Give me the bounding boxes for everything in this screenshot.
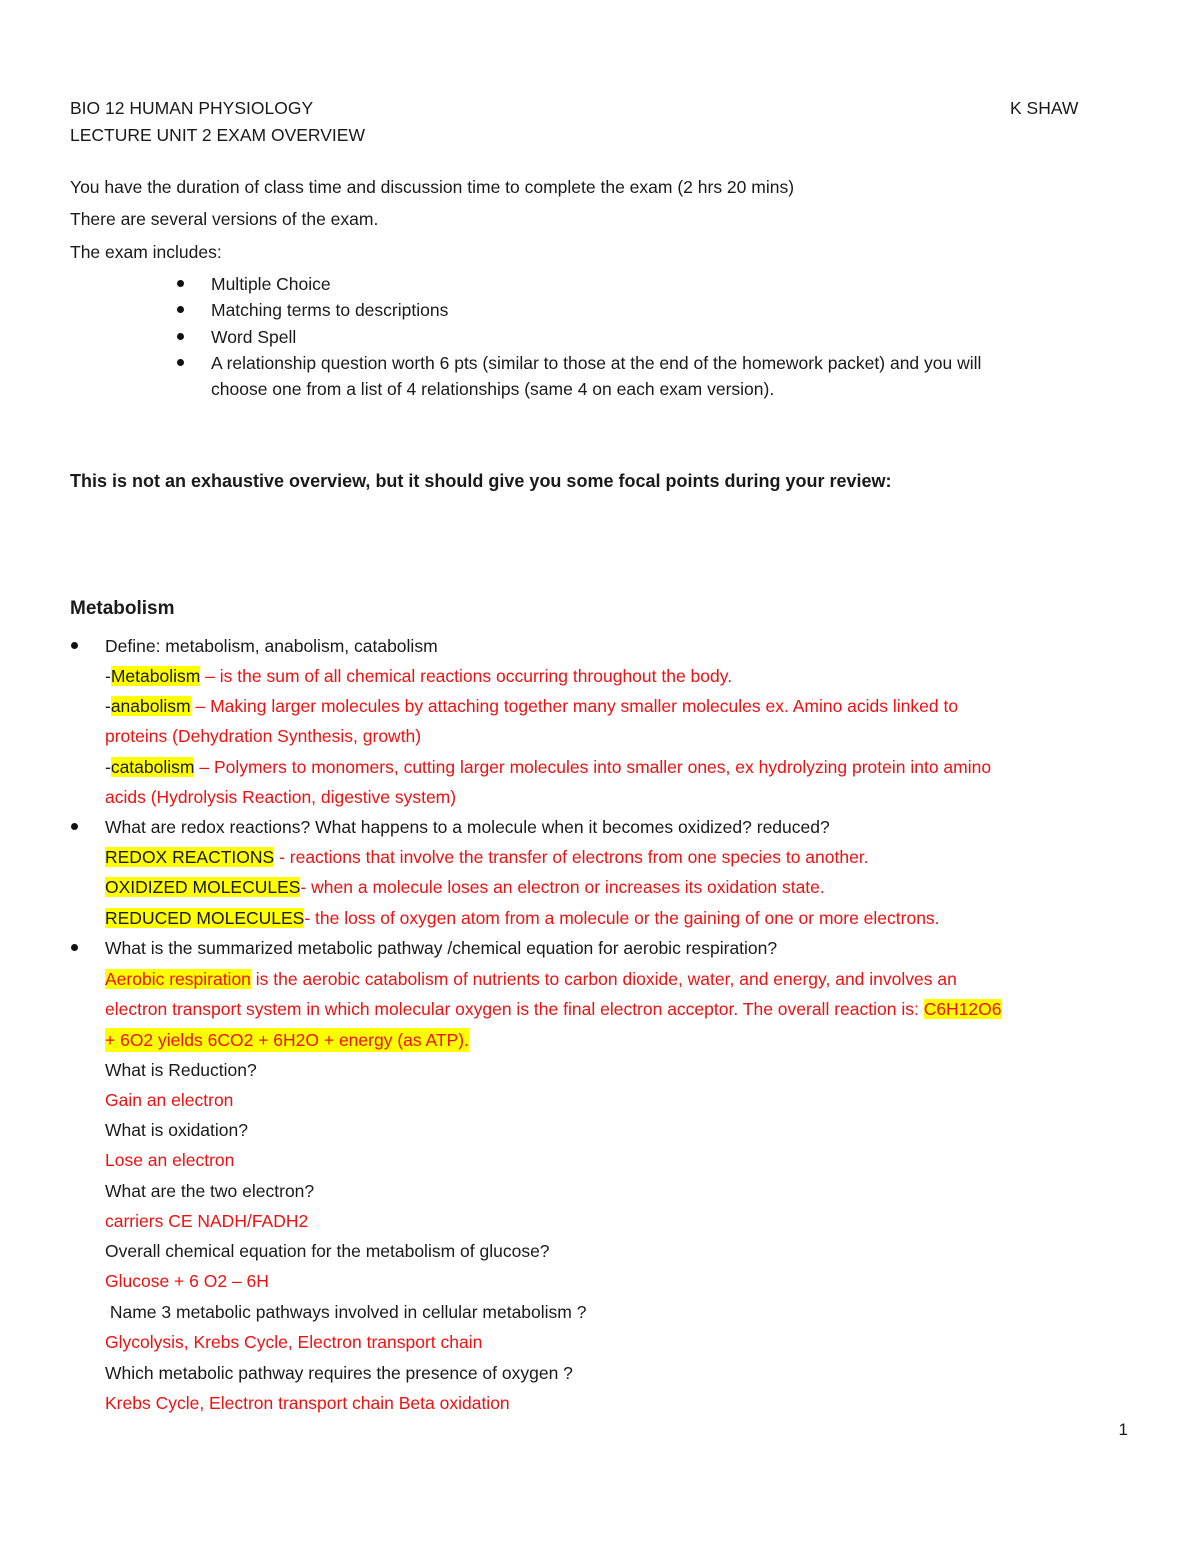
definition-text: - reactions that involve the transfer of electrons from one species to another.: [274, 847, 869, 867]
question-redox: What are redox reactions? What happens to a molecule when it becomes oxidized? reduced?: [105, 817, 830, 837]
definition-continuation: proteins (Dehydration Synthesis, growth): [105, 726, 422, 746]
definition-text: - when a molecule loses an electron or increases its oxidation state.: [300, 877, 825, 897]
term-catabolism: catabolism: [110, 757, 195, 777]
bullet-icon: [177, 333, 184, 340]
question: Overall chemical equation for the metabolism of glucose?: [105, 1241, 550, 1261]
answer: carriers CE NADH/FADH2: [105, 1211, 309, 1231]
bullet-icon: [177, 280, 184, 287]
answer: Gain an electron: [105, 1090, 234, 1110]
bullet-icon: [71, 642, 78, 649]
bullet-icon: [177, 306, 184, 313]
definition-text: - the loss of oxygen atom from a molecule or the gaining of one or more electrons.: [304, 908, 940, 928]
list-item: A relationship question worth 6 pts (similar to those at the end of the homework packet) and you will: [211, 353, 982, 373]
answer: Krebs Cycle, Electron transport chain Beta oxidation: [105, 1393, 510, 1413]
focus-note: This is not an exhaustive overview, but it should give you some focal points during your review:: [70, 471, 892, 491]
intro-versions: There are several versions of the exam.: [70, 209, 379, 229]
definition-anabolism: [105, 694, 958, 718]
question-aerobic: What is the summarized metabolic pathway /chemical equation for aerobic respiration?: [105, 938, 778, 958]
question: Which metabolic pathway requires the presence of oxygen ?: [105, 1363, 573, 1383]
author-name: K SHAW: [1010, 98, 1079, 118]
definition-reduced: [105, 906, 940, 930]
definition-aerobic-line2: [105, 997, 1002, 1021]
term-reduced: REDUCED MOLECULES: [105, 908, 305, 928]
term-oxidized: OXIDIZED MOLECULES: [105, 877, 301, 897]
definition-text: is the aerobic catabolism of nutrients to carbon dioxide, water, and energy, and involves an: [250, 969, 957, 989]
definition-text: electron transport system in which molecular oxygen is the final electron acceptor. The overall reaction is:: [105, 999, 924, 1019]
intro-duration: You have the duration of class time and discussion time to complete the exam (2 hrs 20 mins): [70, 177, 795, 197]
definition-text: – Polymers to monomers, cutting larger molecules into smaller ones, ex hydrolyzing protein into amino: [194, 757, 992, 777]
definition-aerobic: [105, 967, 957, 991]
answer: Glucose + 6 O2 – 6H: [105, 1271, 269, 1291]
definition-redox: [105, 845, 869, 869]
term-anabolism: anabolism: [110, 696, 191, 716]
definition-catabolism: [105, 755, 991, 779]
term-metabolism: Metabolism: [110, 666, 201, 686]
question-define: Define: metabolism, anabolism, catabolism: [105, 636, 438, 656]
definition-text: – is the sum of all chemical reactions occurring throughout the body.: [200, 666, 733, 686]
equation-highlight: C6H12O6: [923, 999, 1002, 1019]
list-item-continuation: choose one from a list of 4 relationships (same 4 on each exam version).: [211, 379, 775, 399]
dash: -: [105, 666, 111, 686]
bullet-icon: [177, 359, 184, 366]
section-heading-metabolism: Metabolism: [70, 598, 175, 619]
answer: Glycolysis, Krebs Cycle, Electron transport chain: [105, 1332, 483, 1352]
dash: -: [105, 757, 111, 777]
list-item: Multiple Choice: [211, 274, 331, 294]
definition-continuation: acids (Hydrolysis Reaction, digestive system): [105, 787, 457, 807]
question: Name 3 metabolic pathways involved in cellular metabolism ?: [105, 1302, 587, 1322]
term-redox: REDOX REACTIONS: [105, 847, 275, 867]
question: What is oxidation?: [105, 1120, 248, 1140]
document-subtitle: LECTURE UNIT 2 EXAM OVERVIEW: [70, 125, 365, 145]
question: What is Reduction?: [105, 1060, 257, 1080]
answer: Lose an electron: [105, 1150, 235, 1170]
definition-oxidized: [105, 875, 825, 899]
bullet-icon: [71, 823, 78, 830]
list-item: Word Spell: [211, 327, 297, 347]
intro-includes: The exam includes:: [70, 242, 222, 262]
dash: -: [105, 696, 111, 716]
term-aerobic: Aerobic respiration: [105, 969, 251, 989]
bullet-icon: [71, 944, 78, 951]
list-item: Matching terms to descriptions: [211, 300, 449, 320]
page-number: 1: [1118, 1420, 1128, 1439]
course-title: BIO 12 HUMAN PHYSIOLOGY: [70, 98, 314, 118]
question: What are the two electron?: [105, 1181, 315, 1201]
equation-highlight: + 6O2 yields 6CO2 + 6H2O + energy (as ATP).: [105, 1030, 469, 1050]
definition-metabolism: [105, 664, 732, 688]
definition-text: – Making larger molecules by attaching together many smaller molecules ex. Amino acids linked to: [190, 696, 959, 716]
